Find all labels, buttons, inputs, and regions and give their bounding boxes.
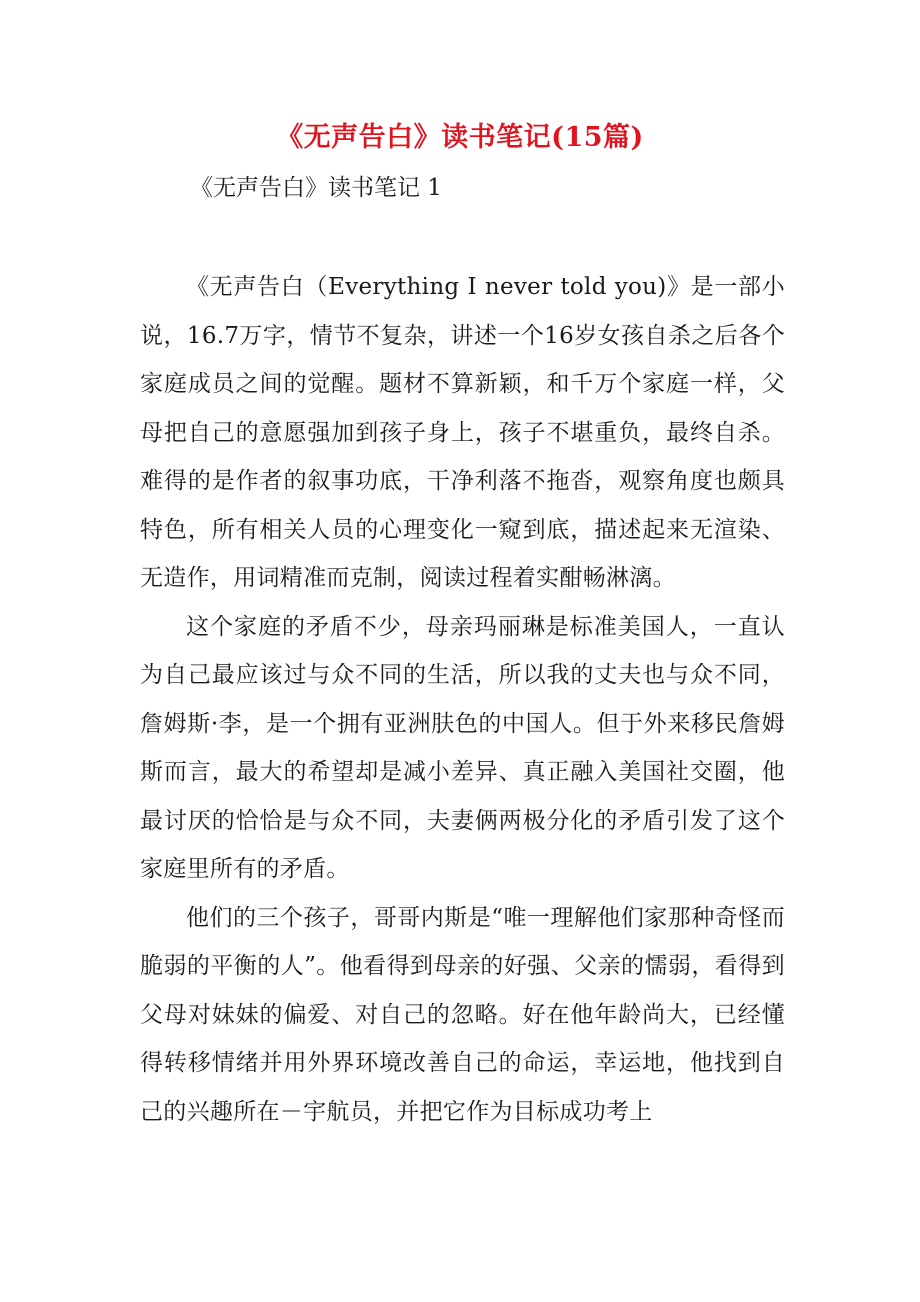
section-heading: 《无声告白》读书笔记 1 xyxy=(190,175,442,201)
paragraph-1: 《无声告白（Everything I never told you)》是一部小说，16.7万字，情节不复杂，讲述一个16岁女孩自杀之后各个家庭成员之间的觉醒。题材不算新颖，和千万个家庭一样，父母把自己的意愿强加到孩子身上，孩子不堪重负，最终自杀。难得的是作者的叙事功底，干净利落不拖沓，观察角度也颇具特色，所有相关人员的心理变化一窥到底，描述起来无渲染、无造作，用词精准而克制，阅读过程着实酣畅淋漓。 xyxy=(140,274,785,591)
paragraph-2: 这个家庭的矛盾不少，母亲玛丽琳是标准美国人，一直认为自己最应该过与众不同的生活，所以我的丈夫也与众不同，詹姆斯·李，是一个拥有亚洲肤色的中国人。但于外来移民詹姆斯而言，最大的希望却是减小差异、真正融入美国社交圈，他最讨厌的恰恰是与众不同，夫妻俩两极分化的矛盾引发了这个家庭里所有的矛盾。 xyxy=(140,613,785,882)
body-text xyxy=(140,263,785,1136)
document-title: 《无声告白》读书笔记(15篇) xyxy=(276,122,644,153)
paragraph-3: 他们的三个孩子，哥哥内斯是“唯一理解他们家那种奇怪而脆弱的平衡的人”。他看得到母亲的好强、父亲的懦弱，看得到父母对妹妹的偏爱、对自己的忽略。好在他年龄尚大，已经懂得转移情绪并用外界环境改善自己的命运，幸运地，他找到自己的兴趣所在－宇航员，并把它作为目标成功考上 xyxy=(140,904,785,1125)
